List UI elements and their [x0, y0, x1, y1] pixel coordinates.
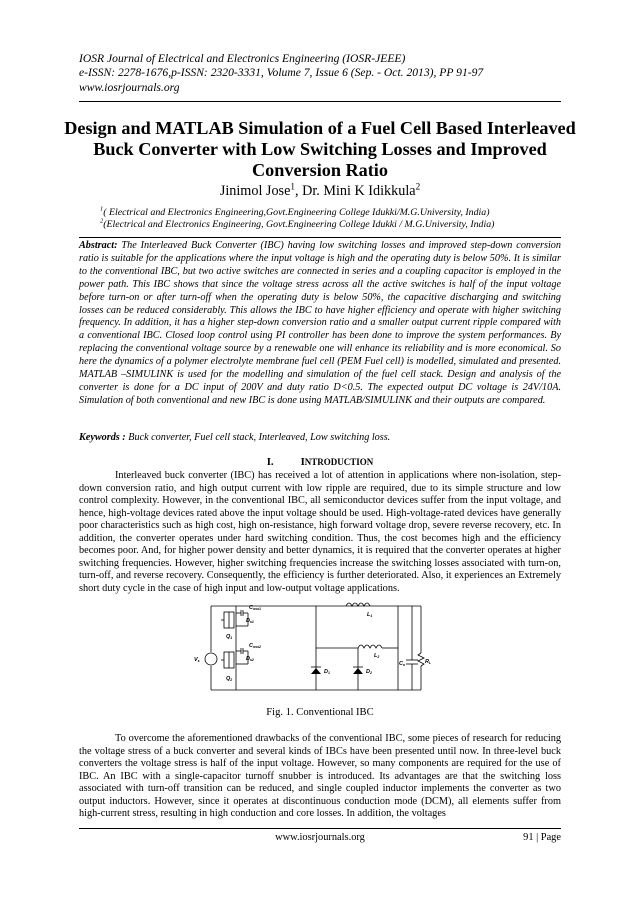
paper-title: Design and MATLAB Simulation of a Fuel Cell Based Interleaved Buck Converter with Low Switching Losses and Improved Conversion Ratio — [64, 118, 576, 180]
label-l2: L2 — [374, 653, 380, 659]
keywords-label: Keywords : — [79, 432, 126, 443]
paragraph-text: Interleaved buck converter (IBC) has received a lot of attention in applications where non-isolation, step-down conversion ratio, and high output current with low ripple are required, due to its simple structure and low control complexity. However, in the conventional IBC, all semiconductor devices suffer from the input voltage, and hence, high-voltage devices rated above the input voltage should be used. High-voltage-rated devices have generally poor characteristics such as high cost, high on-resistance, high forward voltage drop, severe reverse recovery, etc. In addition, the converter operates under hard switching condition. Thus, the cost becomes high and the efficiency becomes poor. And, for higher power density and better dynamics, it is required that the converter operates at higher switching frequencies. However, higher switching frequencies increase the switching losses associated with turn-on, turn-off, and reverse recovery. Consequently, the efficiency is further deteriorated. Also, it experiences an Extremely short duty cycle in the case of high input and low-output voltage applications. — [79, 470, 561, 594]
label-d2: D2 — [366, 669, 372, 675]
header-rule — [79, 101, 561, 102]
journal-issn: e-ISSN: 2278-1676,p-ISSN: 2320-3331, Volume 7, Issue 6 (Sep. - Oct. 2013), PP 91-97 — [79, 66, 484, 80]
journal-url: www.iosrjournals.org — [79, 80, 180, 94]
author-line — [60, 183, 580, 200]
keywords — [79, 432, 561, 443]
diode-d2-icon — [353, 668, 363, 674]
journal-name: IOSR Journal of Electrical and Electronics Engineering (IOSR-JEEE) — [79, 52, 406, 65]
journal-header — [79, 52, 483, 95]
abstract-rule — [79, 237, 561, 238]
label-coss2: Coss2 — [249, 643, 261, 649]
keywords-text: Buck converter, Fuel cell stack, Interleaved, Low switching loss. — [125, 432, 391, 443]
label-rl: RL — [425, 659, 432, 665]
label-ds1: Ds1 — [246, 618, 254, 624]
section-title-initial: I — [300, 456, 305, 468]
intro-paragraph-2 — [79, 733, 561, 821]
section-number: I. — [266, 456, 274, 468]
intro-paragraph-1 — [79, 470, 561, 595]
author-name: Dr. Mini K Idikkula — [302, 183, 416, 199]
author-superscript: 1 — [290, 181, 295, 192]
diode-d1-icon — [311, 668, 321, 674]
figure-caption: Fig. 1. Conventional IBC — [266, 707, 374, 718]
affiliation-text: (Electrical and Electronics Engineering, Govt.Engineering College Idukki / M.G.University, India) — [103, 219, 495, 230]
author-superscript: 2 — [415, 181, 421, 192]
label-q1: Q1 — [226, 634, 233, 640]
label-co: Co — [399, 661, 406, 667]
label-ds2: Ds2 — [246, 656, 254, 662]
author-name: Jinimol Jose — [219, 183, 291, 199]
label-d1: D1 — [324, 669, 330, 675]
page-number: 91 | Page — [523, 832, 561, 843]
footer-rule — [79, 828, 561, 829]
abstract-label: Abstract: — [79, 240, 118, 251]
section-heading — [79, 456, 561, 468]
affiliations — [100, 207, 560, 231]
ibc-circuit-diagram — [186, 598, 451, 700]
label-l1: L1 — [367, 612, 373, 618]
label-q2: Q2 — [226, 676, 233, 682]
affiliation-text: ( Electrical and Electronics Engineering,Govt.Engineering College Idukki/M.G.University, India) — [103, 207, 490, 218]
affiliation-line — [100, 207, 560, 219]
author-separator: , — [294, 183, 303, 199]
affiliation-superscript: 2 — [100, 217, 104, 225]
affiliation-line — [100, 219, 560, 231]
section-title-rest: NTRODUCTION — [304, 457, 374, 467]
label-coss1: Coss1 — [249, 605, 261, 611]
label-vs: Vs — [194, 657, 200, 663]
affiliation-superscript: 1 — [100, 205, 104, 213]
abstract — [79, 240, 561, 408]
footer-url: www.iosrjournals.org — [275, 832, 365, 843]
abstract-text: The Interleaved Buck Converter (IBC) having low switching losses and improved step-down conversion ratio is suitable for the applications where the input voltage is high and the operating duty is below 50%. It is similar to the conventional IBC, but two active switches are connected in series and a coupling capacitor is employed in the power path. This IBC shows that since the voltage stress across all the active switches is half of the input voltage before turn-on or after turn-off when the operating duty is below 50%, the capacitive discharging and switching losses can be reduced considerably. This allows the IBC to have higher efficiency and operate with higher switching frequency. In addition, it has a higher step-down conversion ratio and a smaller output current ripple compared with a conventional IBC. Closed loop control using PI controller has been done to improve the system performances. By replacing the conventional voltage source by a renewable one will enhance its reliability and is more economical. So here the dynamics of a polymer electrolyte membrane fuel cell (PEM Fuel cell) is modelled, simulated and presented. MATLAB –SIMULINK is used for the modelling and simulation of the fuel cell stack. Design and analysis of the converter is done for a DC input of 200V and duty ratio D<0.5. The expected output DC voltage is 24V/10A. Simulation of both conventional and new IBC is done using MATLAB/SIMULINK and their outputs are compared. — [79, 240, 561, 406]
paragraph-text: To overcome the aforementioned drawbacks of the conventional IBC, some pieces of research for reducing the voltage stress of a buck converter and several kinds of IBCs have been presented until now. In three-level buck converters the voltage stress is half of the input voltage. However, so many components are required for the use of IBC. An IBC with a single-capacitor turnoff snubber is introduced. Its advantages are that the switching loss associated with turn-off transition can be reduced, and single coupled inductor implements the converter as two output inductors. However, since it operates at discontinuous conduction mode (DCM), all elements suffer from high-current stress, resulting in high conduction and core losses. In addition, the voltages — [79, 733, 561, 820]
